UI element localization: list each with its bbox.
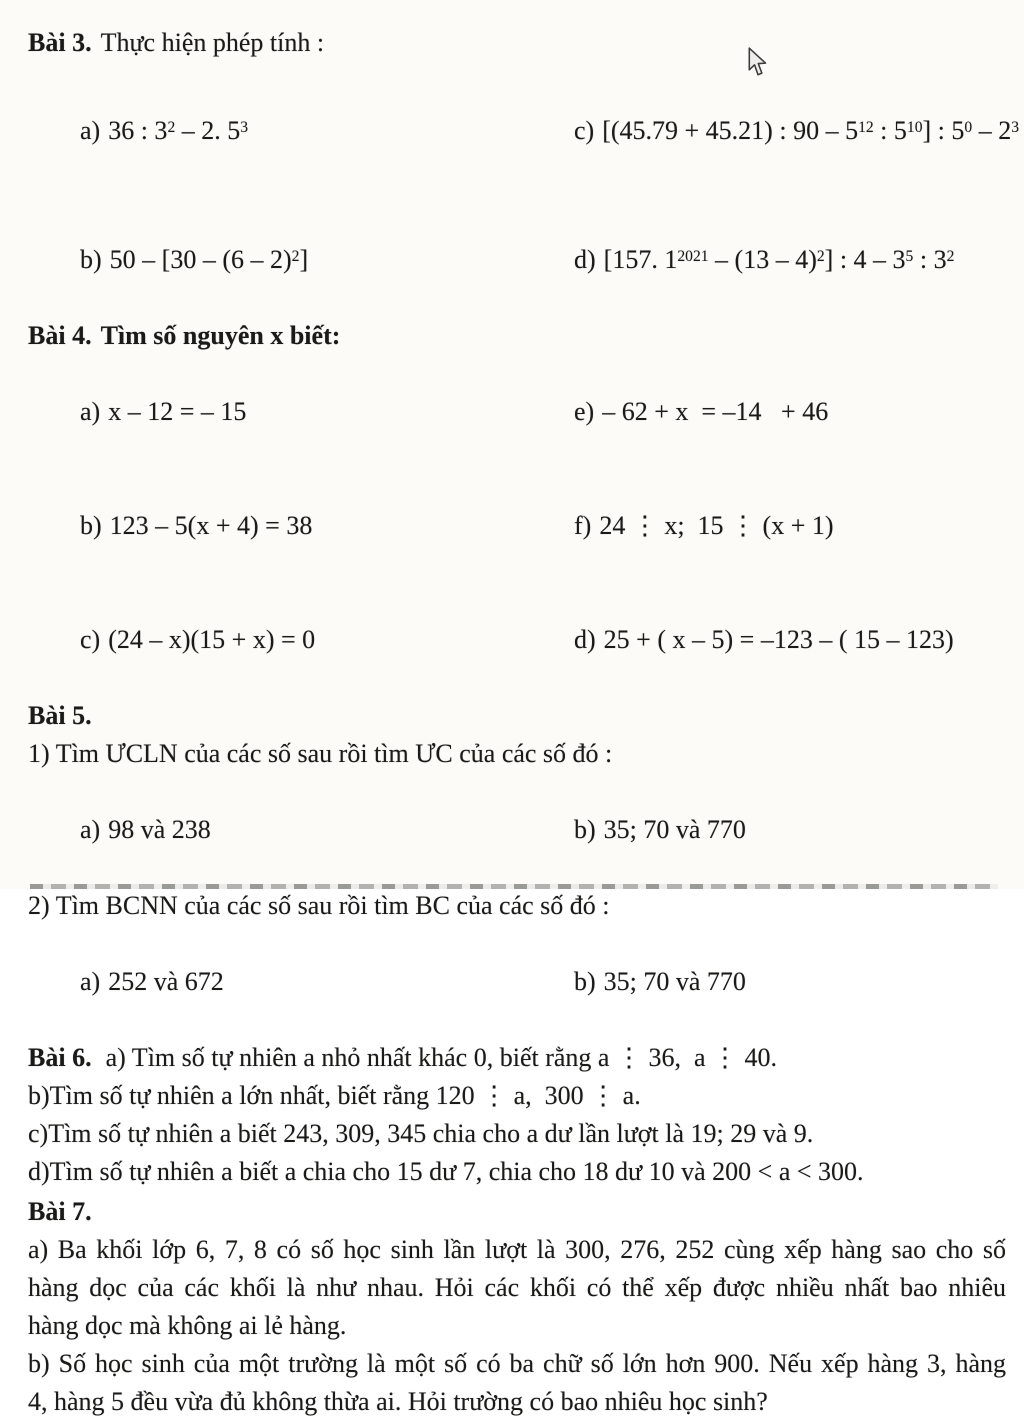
exercise-3-item-b: b) 50 – [30 – (6 – 2)$^2$] — [80, 245, 309, 274]
exercise-5-item-1a: a) 98 và 238 — [80, 815, 211, 844]
exercise-5-row-2 — [28, 925, 1006, 1039]
exercise-7a-line-1: a) Ba khối lớp 6, 7, 8 có số học sinh lần lượt là 300, 276, 252 cùng xếp hàng sao cho số — [28, 1235, 1006, 1264]
exercise-4-label: Bài 4. — [28, 321, 92, 350]
exercise-6-line-b: b)Tìm số tự nhiên a lớn nhất, biết rằng 120 ⋮ a, 300 ⋮ a. — [28, 1081, 641, 1110]
exercise-4-row-3 — [28, 583, 1006, 697]
exercise-3-item-d: d) [157. $1^{2021} - (13 - 4)^2$] : $4 - 3^5$ : $3^2$ — [574, 245, 955, 274]
exercise-3-row-1 — [28, 74, 1019, 188]
exercise-4-item-c: c) (24 – x)(15 + x) = 0 — [80, 625, 316, 654]
exercise-4-item-b: b) 123 – 5(x + 4) = 38 — [80, 511, 313, 540]
exercise-4-item-f: f) 24 ⋮ x; 15 ⋮ (x + 1) — [574, 511, 834, 540]
exercise-4-heading — [28, 317, 1006, 355]
exercise-4-row-1 — [28, 355, 1006, 469]
exercise-7-label: Bài 7. — [28, 1197, 92, 1226]
exercise-7a-line-3: hàng dọc mà không ai lẻ hàng. — [28, 1311, 347, 1340]
exercise-5-item-2a: a) 252 và 672 — [80, 967, 224, 996]
exercise-6-line-c: c)Tìm số tự nhiên a biết 243, 309, 345 chia cho a dư lần lượt là 19; 29 và 9. — [28, 1119, 814, 1148]
exercise-7b-line-2: 4, hàng 5 đều vừa đủ không thừa ai. Hỏi trường có bao nhiêu học sinh? — [28, 1387, 768, 1416]
exercise-5-question-2: 2) Tìm BCNN của các số sau rồi tìm BC của các số đó : — [28, 891, 610, 920]
exercise-3-title: Thực hiện phép tính : — [100, 28, 325, 57]
exercise-6-line-a: Bài 6. a) Tìm số tự nhiên a nhỏ nhất khác 0, biết rằng a ⋮ 36, a ⋮ 40. — [28, 1043, 777, 1072]
exercise-5-item-1b: b) 35; 70 và 770 — [574, 815, 746, 844]
exercise-6-label: Bài 6. — [28, 1043, 92, 1072]
exercise-3-row-2 — [28, 203, 1006, 317]
cutoff-text-artifact — [30, 884, 998, 889]
exercise-5-row-1 — [28, 773, 1006, 887]
exercise-3-item-c: c) [(45.79 + 45.21) : $90 - 5^{12}$ : $5^{10}$] : $5^0 - 2^3$ — [574, 116, 1019, 145]
exercise-7b-line-1: b) Số học sinh của một trường là một số có ba chữ số lớn hơn 900. Nếu xếp hàng 3, hàng — [28, 1349, 1006, 1378]
exercise-3-heading — [28, 24, 1006, 62]
exercise-4-item-d: d) 25 + ( x – 5) = –123 – ( 15 – 123) — [574, 625, 954, 654]
worksheet-content — [28, 24, 1019, 1421]
exercise-5-label: Bài 5. — [28, 701, 92, 730]
exercise-5-item-2b: b) 35; 70 và 770 — [574, 967, 746, 996]
exercise-7a-line-2: hàng dọc của các khối là như nhau. Hỏi các khối có thể xếp được nhiều nhất bao nhiêu — [28, 1273, 1006, 1302]
mouse-cursor-icon — [744, 47, 771, 77]
exercise-4-item-a: a) x – 12 = – 15 — [80, 397, 247, 426]
exercise-5-heading — [28, 697, 1006, 735]
exercise-3-label: Bài 3. — [28, 28, 92, 57]
exercise-6-line-d: d)Tìm số tự nhiên a biết a chia cho 15 dư 7, chia cho 18 dư 10 và 200 < a < 300. — [28, 1157, 864, 1186]
exercise-4-row-2 — [28, 469, 1006, 583]
exercise-4-title: Tìm số nguyên x biết: — [100, 321, 341, 350]
exercise-4-item-e: e) – 62 + x = –14 + 46 — [574, 397, 829, 426]
exercise-7-heading — [28, 1193, 1006, 1231]
exercise-5-question-1: 1) Tìm ƯCLN của các số sau rồi tìm ƯC của các số đó : — [28, 739, 613, 768]
exercise-3-item-a: a) 36 : $3^2 - 2$. $5^3$ — [80, 116, 249, 145]
